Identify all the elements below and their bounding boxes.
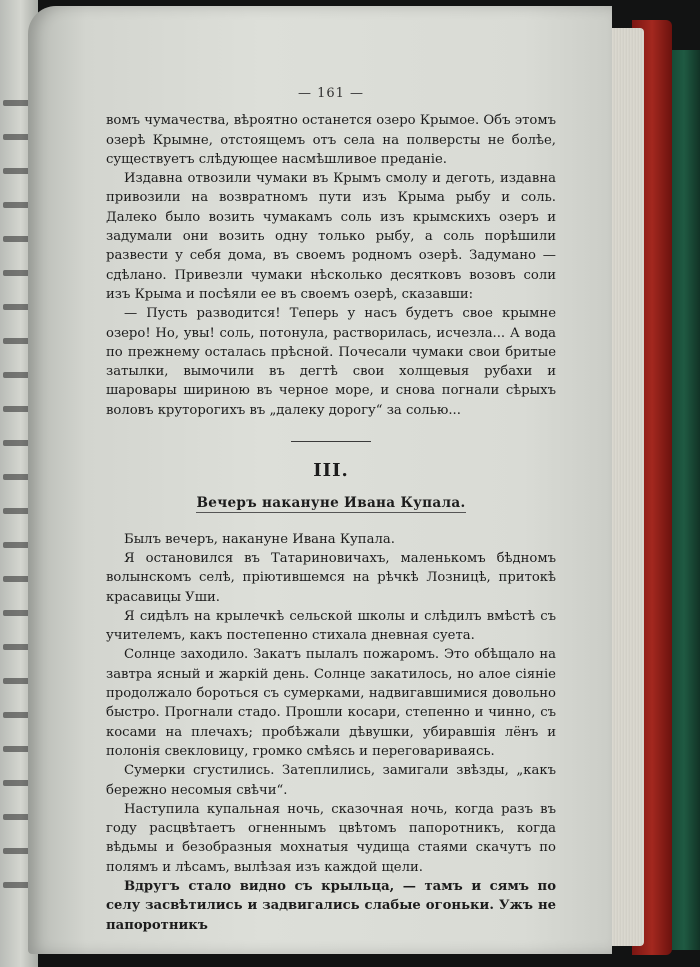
paragraph: — Пусть разводится! Теперь у насъ будетъ свое крымне озеро! Но, увы! соль, потонула, растворилась, исчезла... А вода по прежнему осталась прѣсной. Почесали чумаки свои бритые затылки, вымочили въ дегтѣ свои холщевыя рубахи и шаровары шириною въ черное море, и снова погнали сѣрыхъ воловъ круторогихъ въ „далеку дорогу“ за солью... xyxy=(106,306,556,418)
paragraph: Я остановился въ Татариновичахъ, маленькомъ бѣдномъ волынскомъ селѣ, пріютившемся на рѣчкѣ Лозницѣ, притокѣ красавицы Уши. xyxy=(106,550,556,605)
chapter-title xyxy=(106,494,556,513)
paragraph: Наступила купальная ночь, сказочная ночь, когда разъ въ году расцвѣтаетъ огненнымъ цвѣтомъ папоротникъ, когда вѣдьмы и безобразныя мохнатыя чудища стаями скачутъ по полямъ и лѣсамъ, вылѣзая изъ каждой щели. xyxy=(106,801,556,875)
section-divider xyxy=(291,441,371,442)
paragraph: Солнце заходило. Закатъ пылалъ пожаромъ. Это обѣщало на завтра ясный и жаркій день. Солнце закатилось, но алое сіяніе продолжало бороться съ сумерками, надвигавшимися довольно быстро. Прогнали стадо. Прошли косари, степенно и чинно, съ косами на плечахъ; пробѣжали дѣвушки, убиравшія лёнъ и полонія свекловицу, громко смѣясь и переговариваясь. xyxy=(106,647,556,759)
chapter-title-text: Вечеръ накануне Ивана Купала. xyxy=(196,495,466,512)
book-page xyxy=(28,6,612,954)
paragraph: Я сидѣлъ на крылечкѣ сельской школы и слѣдилъ вмѣстѣ съ учителемъ, какъ постепенно стихала дневная суета. xyxy=(106,608,556,644)
page-number: — 161 — xyxy=(297,86,365,101)
paragraph: Сумерки сгустились. Затеплились, замигали звѣзды, „какъ бережно несомыя свѣчи“. xyxy=(106,763,556,798)
paragraph: вомъ чумачества, вѣроятно останется озеро Крымое. Объ этомъ озерѣ Крымне, отстоящемъ отъ села на полверсты не болѣе, существуетъ слѣдующее насмѣшливое преданіе. xyxy=(106,113,556,167)
chapter-number: III. xyxy=(313,460,349,482)
paragraph: Вдругъ стало видно съ крыльца, — тамъ и сямъ по селу засвѣтились и задвигались слабые огоньки. Ужъ не папоротникъ xyxy=(106,878,556,933)
page-text-block xyxy=(106,84,556,935)
paragraph: Издавна отвозили чумаки въ Крымъ смолу и деготь, издавна привозили на возвратномъ пути изъ Крыма рыбу и соль. Далеко было возить чумакамъ соль изъ крымскихъ озеръ и задумали они возить одну только рыбу, а соль порѣшили развести у себя дома, въ своемъ родномъ озерѣ. Задумано — сдѣлано. Привезли чумаки нѣсколько десятковъ возовъ соли изъ Крыма и посѣяли ее въ своемъ озерѣ, сказавши: xyxy=(106,171,556,302)
paragraph: Былъ вечеръ, накануне Ивана Купала. xyxy=(124,531,395,547)
